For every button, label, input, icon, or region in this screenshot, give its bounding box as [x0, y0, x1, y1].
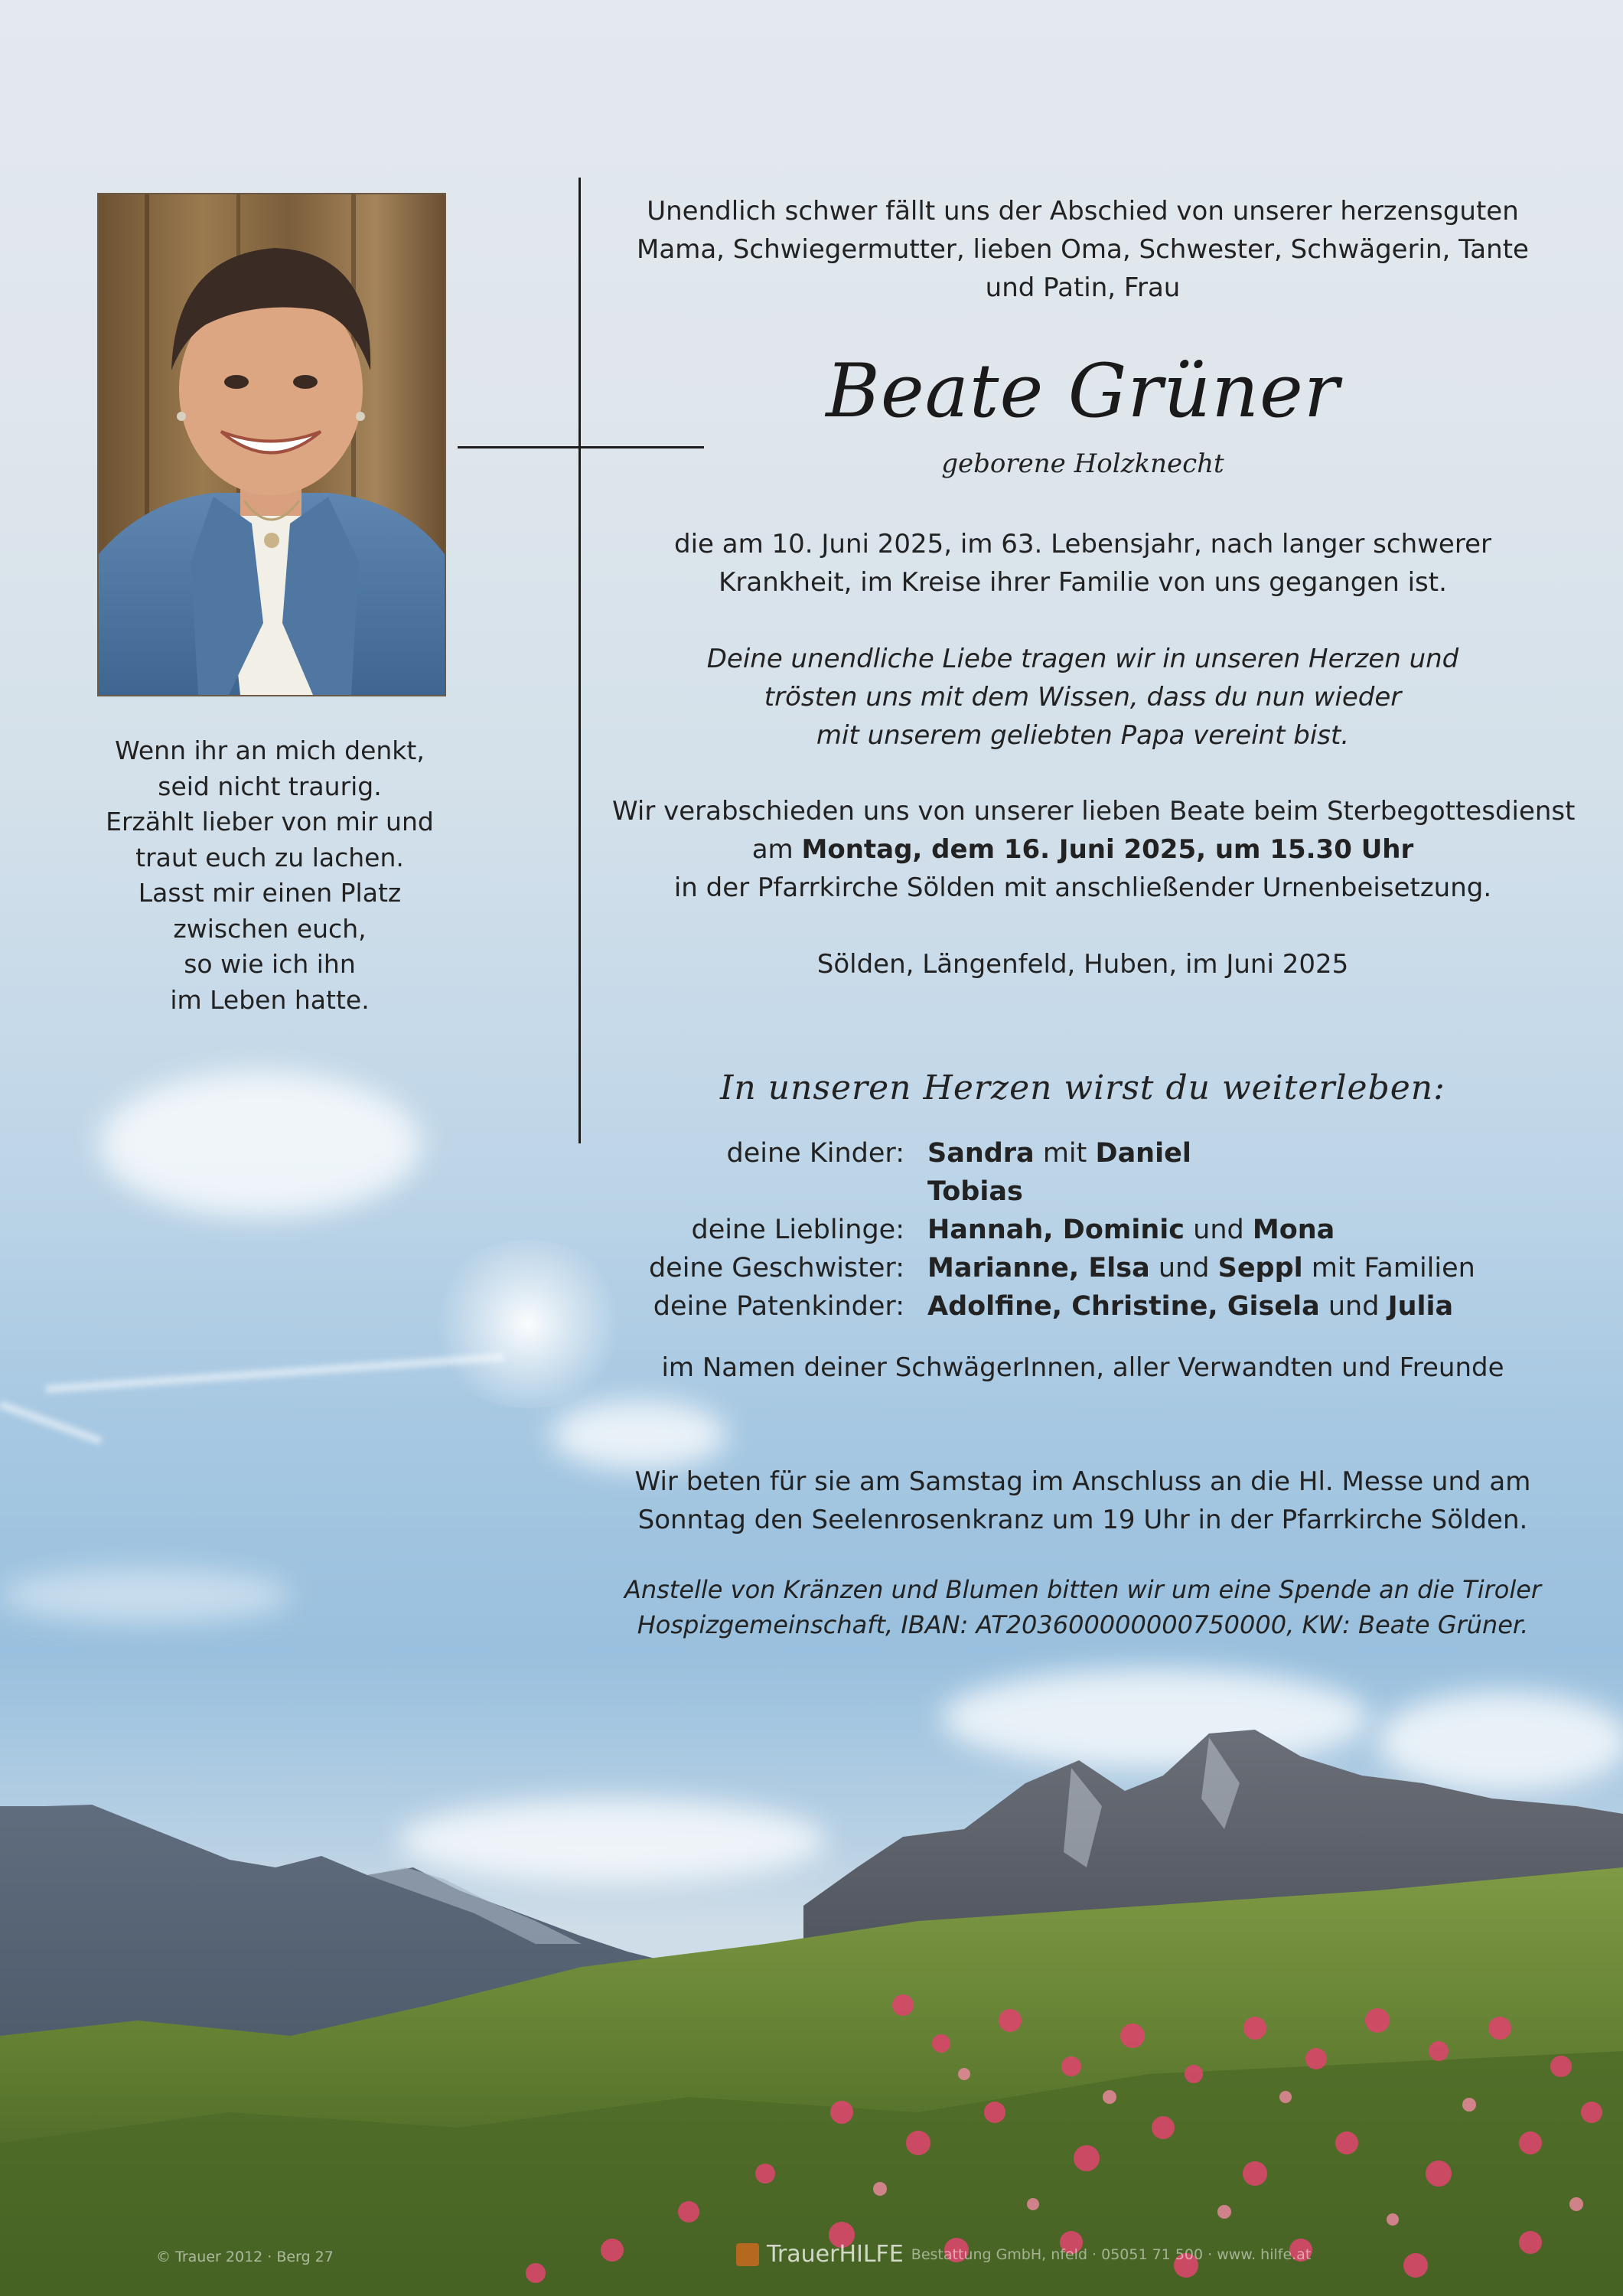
family-names: [927, 1134, 1191, 1172]
family-name: Seppl: [1217, 1253, 1303, 1283]
portrait-photo: [97, 193, 446, 696]
family-row-children: [612, 1134, 1553, 1172]
family-name: Daniel: [1095, 1138, 1191, 1169]
donation-line: Anstelle von Kränzen und Blumen bitten wir um eine Spende an die Tiroler: [624, 1575, 1542, 1604]
poem-line: traut euch zu lachen.: [135, 842, 404, 872]
brand-name: TrauerHILFE: [767, 2241, 904, 2268]
prayer-line: Sonntag den Seelenrosenkranz um 19 Uhr in der Pfarrkirche Sölden.: [637, 1505, 1528, 1535]
portrait-illustration: [99, 194, 445, 695]
poem-line: Lasst mir einen Platz: [138, 878, 402, 908]
family-label: deine Lieblinge:: [691, 1215, 904, 1245]
cloud: [0, 1569, 291, 1623]
intro-line: Mama, Schwiegermutter, lieben Oma, Schwester, Schwägerin, Tante: [637, 234, 1529, 265]
family-connector: und: [1158, 1253, 1210, 1283]
birth-name: geborene Holzknecht: [941, 448, 1224, 479]
family-name: Mona: [1252, 1215, 1335, 1245]
love-text: [612, 640, 1553, 755]
intro-line: und Patin, Frau: [985, 272, 1181, 303]
family-label: deine Geschwister:: [648, 1253, 904, 1283]
family-label: deine Kinder:: [726, 1138, 904, 1169]
sun: [429, 1240, 627, 1408]
brand-info: Bestattung GmbH, nfeld · 05051 71 500 · www. hilfe.at: [911, 2245, 1312, 2263]
family-names: [927, 1249, 1475, 1287]
place-date-text: Sölden, Längenfeld, Huben, im Juni 2025: [816, 949, 1349, 980]
on-behalf-text: im Namen deiner SchwägerInnen, aller Verwandten und Freunde: [661, 1352, 1504, 1383]
family-row-grandchildren: [612, 1211, 1553, 1249]
prayer-notice: [612, 1463, 1553, 1539]
service-date: Montag, dem 16. Juni 2025, um 15.30 Uhr: [801, 834, 1414, 865]
family-row-siblings: [612, 1249, 1553, 1287]
funeral-service: [612, 792, 1576, 907]
poem-line: Wenn ihr an mich denkt,: [115, 735, 425, 765]
family-row-godchildren: [612, 1287, 1553, 1326]
family-names: [927, 1287, 1453, 1326]
family-names: [927, 1172, 1023, 1211]
contrail: [0, 1401, 102, 1444]
family-label: deine Patenkinder:: [653, 1291, 904, 1322]
family-name: Adolfine, Christine, Gisela: [927, 1291, 1320, 1322]
footer-copyright: © Trauer 2012 · Berg 27: [156, 2249, 334, 2265]
intro-line: Unendlich schwer fällt uns der Abschied von unserer herzensguten: [647, 196, 1519, 227]
family-connector: und: [1193, 1215, 1244, 1245]
love-text-line: mit unserem geliebten Papa vereint bist.: [816, 720, 1350, 751]
footer: [0, 2235, 1623, 2281]
cross-vertical-bar: [578, 178, 581, 1143]
family-row-children-2: [612, 1172, 1553, 1211]
family-name: Marianne, Elsa: [927, 1253, 1150, 1283]
cloud: [99, 1071, 421, 1217]
family-name: Sandra: [927, 1138, 1035, 1169]
service-date-line: [612, 830, 1553, 869]
service-line: Wir verabschieden uns von unserer lieben Beate beim Sterbegottesdienst: [612, 796, 1576, 827]
service-date-prefix: am: [751, 834, 794, 865]
love-text-line: trösten uns mit dem Wissen, dass du nun wieder: [764, 682, 1402, 713]
family-name: Hannah, Dominic: [927, 1215, 1185, 1245]
poem-line: seid nicht traurig.: [158, 771, 382, 801]
death-notice-line: Krankheit, im Kreise ihrer Familie von uns gegangen ist.: [719, 567, 1447, 598]
mountain-landscape: [0, 1714, 1623, 2296]
poem-line: Erzählt lieber von mir und: [106, 807, 434, 837]
family-label-empty: [612, 1172, 927, 1211]
deceased-name: Beate Grüner: [826, 348, 1340, 434]
cloud: [551, 1401, 727, 1469]
poem-line: im Leben hatte.: [170, 984, 370, 1015]
death-notice-line: die am 10. Juni 2025, im 63. Lebensjahr, nach langer schwerer: [674, 529, 1491, 559]
footer-brand: [736, 2241, 1311, 2268]
poem-line: zwischen euch,: [173, 913, 367, 944]
family-names: [927, 1211, 1335, 1249]
contrail: [46, 1353, 504, 1393]
service-line: in der Pfarrkirche Sölden mit anschließender Urnenbeisetzung.: [673, 872, 1492, 903]
intro-text: [612, 192, 1553, 307]
death-notice: [612, 525, 1553, 602]
prayer-line: Wir beten für sie am Samstag im Anschluss an die Hl. Messe und am: [634, 1466, 1531, 1497]
brand-logo-icon: [736, 2243, 759, 2266]
on-behalf: [612, 1349, 1553, 1387]
love-text-line: Deine unendliche Liebe tragen wir in unseren Herzen und: [706, 644, 1459, 674]
place-date: [612, 945, 1553, 983]
family-list: [612, 1134, 1553, 1326]
donation-line: Hospizgemeinschaft, IBAN: AT203600000000750000, KW: Beate Grüner.: [637, 1610, 1529, 1639]
family-name: Julia: [1387, 1291, 1454, 1322]
family-connector: und: [1328, 1291, 1380, 1322]
family-connector: mit: [1042, 1138, 1087, 1169]
family-name: Tobias: [927, 1176, 1023, 1207]
family-connector: mit Familien: [1311, 1253, 1475, 1283]
memorial-poem: [92, 733, 448, 1018]
donation-notice: [612, 1572, 1553, 1642]
memorial-motto: In unseren Herzen wirst du weiterleben:: [720, 1068, 1445, 1107]
poem-line: so wie ich ihn: [184, 949, 356, 979]
